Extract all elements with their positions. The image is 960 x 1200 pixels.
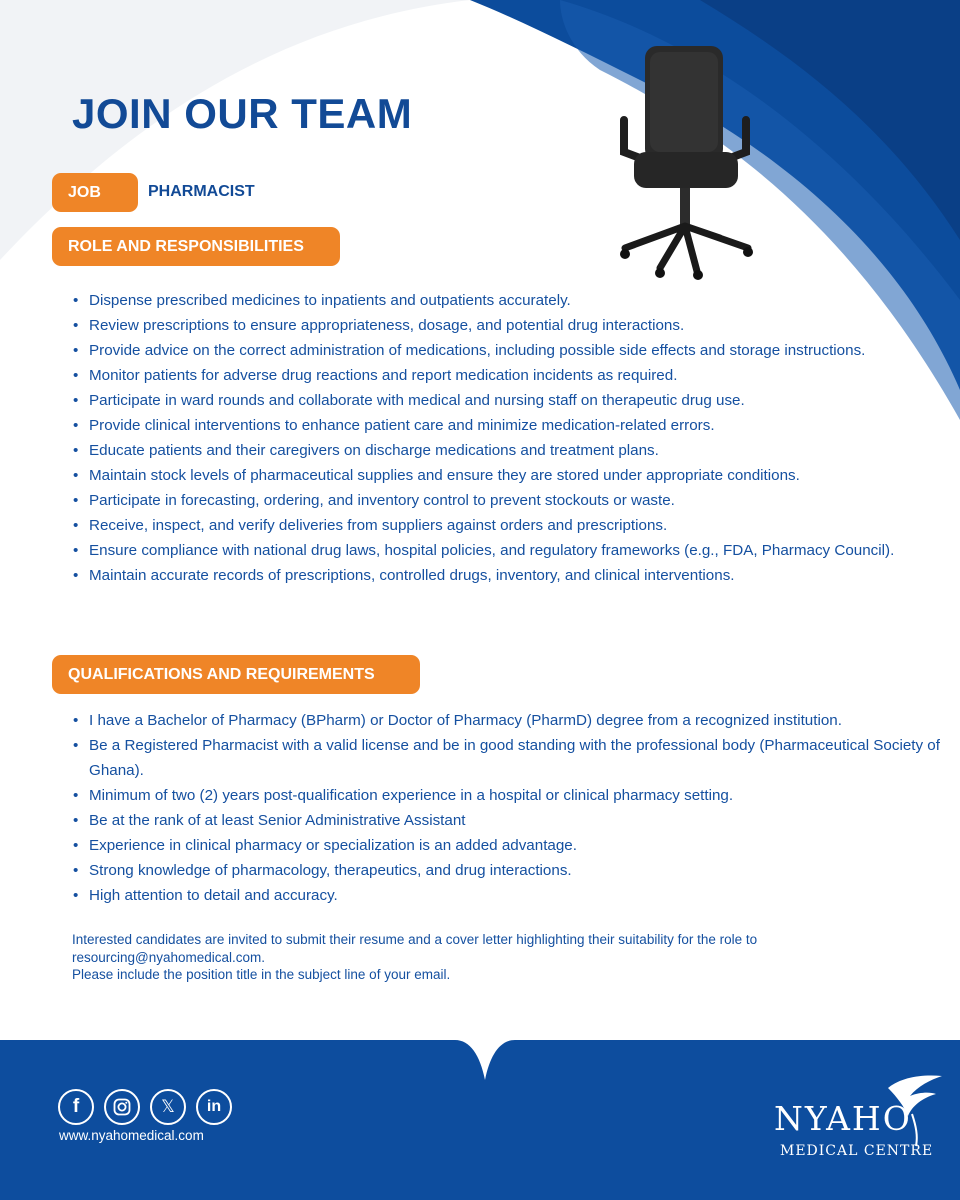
list-item: • Provide clinical interventions to enhance patient care and minimize medication-related errors.: [72, 413, 902, 438]
list-item: • Monitor patients for adverse drug reactions and report medication incidents as required.: [72, 363, 902, 388]
responsibilities-list: [72, 288, 902, 588]
list-item: • Ensure compliance with national drug laws, hospital policies, and regulatory frameworks (e.g., FDA, Pharmacy Council).: [72, 538, 902, 563]
list-item: • Experience in clinical pharmacy or specialization is an added advantage.: [72, 833, 942, 858]
list-item: • Strong knowledge of pharmacology, therapeutics, and drug interactions.: [72, 858, 942, 883]
office-chair-illustration: [600, 40, 770, 280]
linkedin-icon[interactable]: [196, 1089, 232, 1125]
instagram-glyph: [113, 1098, 131, 1116]
instructions-line-1: Interested candidates are invited to submit their resume and a cover letter highlighting their suitability for the role to: [72, 932, 758, 947]
contact-email[interactable]: resourcing@nyahomedical.com.: [72, 949, 266, 965]
list-item: • Be at the rank of at least Senior Administrative Assistant: [72, 808, 942, 833]
qualifications-list: [72, 708, 942, 908]
x-icon[interactable]: [150, 1089, 186, 1125]
logo-subtitle: MEDICAL CENTRE: [780, 1143, 934, 1159]
job-title: PHARMACIST: [148, 183, 255, 200]
linkedin-glyph: in: [206, 1098, 222, 1115]
application-instructions: [72, 931, 932, 984]
list-item: • Maintain stock levels of pharmaceutical supplies and ensure they are stored under appropriate conditions.: [72, 463, 902, 488]
list-item: • Maintain accurate records of prescriptions, controlled drugs, inventory, and clinical interventions.: [72, 563, 902, 588]
list-item: • Participate in forecasting, ordering, and inventory control to prevent stockouts or waste.: [72, 488, 902, 513]
list-item: • Be a Registered Pharmacist with a valid license and be in good standing with the professional body (Pharmaceutical Society of Ghana).: [72, 733, 942, 783]
instagram-icon[interactable]: [104, 1089, 140, 1125]
website-link[interactable]: www.nyahomedical.com: [59, 1128, 204, 1143]
facebook-glyph: f: [72, 1096, 80, 1117]
facebook-icon[interactable]: [58, 1089, 94, 1125]
list-item: • Dispense prescribed medicines to inpatients and outpatients accurately.: [72, 288, 902, 313]
list-item: • Receive, inspect, and verify deliveries from suppliers against orders and prescriptions.: [72, 513, 902, 538]
list-item: • Minimum of two (2) years post-qualification experience in a hospital or clinical pharmacy setting.: [72, 783, 942, 808]
role-heading-badge: ROLE AND RESPONSIBILITIES: [52, 227, 340, 266]
page-title: JOIN OUR TEAM: [72, 90, 413, 137]
logo-name: NYAHO: [774, 1099, 912, 1138]
job-label-badge: JOB: [52, 173, 138, 212]
list-item: • Review prescriptions to ensure appropriateness, dosage, and potential drug interactions.: [72, 313, 902, 338]
qualifications-heading-badge: QUALIFICATIONS AND REQUIREMENTS: [52, 655, 420, 694]
list-item: • High attention to detail and accuracy.: [72, 883, 942, 908]
list-item: • Participate in ward rounds and collaborate with medical and nursing staff on therapeutic drug use.: [72, 388, 902, 413]
list-item: • Educate patients and their caregivers on discharge medications and treatment plans.: [72, 438, 902, 463]
list-item: • I have a Bachelor of Pharmacy (BPharm) or Doctor of Pharmacy (PharmD) degree from a recognized institution.: [72, 708, 942, 733]
list-item: • Provide advice on the correct administration of medications, including possible side effects and storage instructions.: [72, 338, 902, 363]
instructions-line-3: Please include the position title in the subject line of your email.: [72, 967, 451, 982]
x-glyph: 𝕏: [161, 1097, 175, 1117]
